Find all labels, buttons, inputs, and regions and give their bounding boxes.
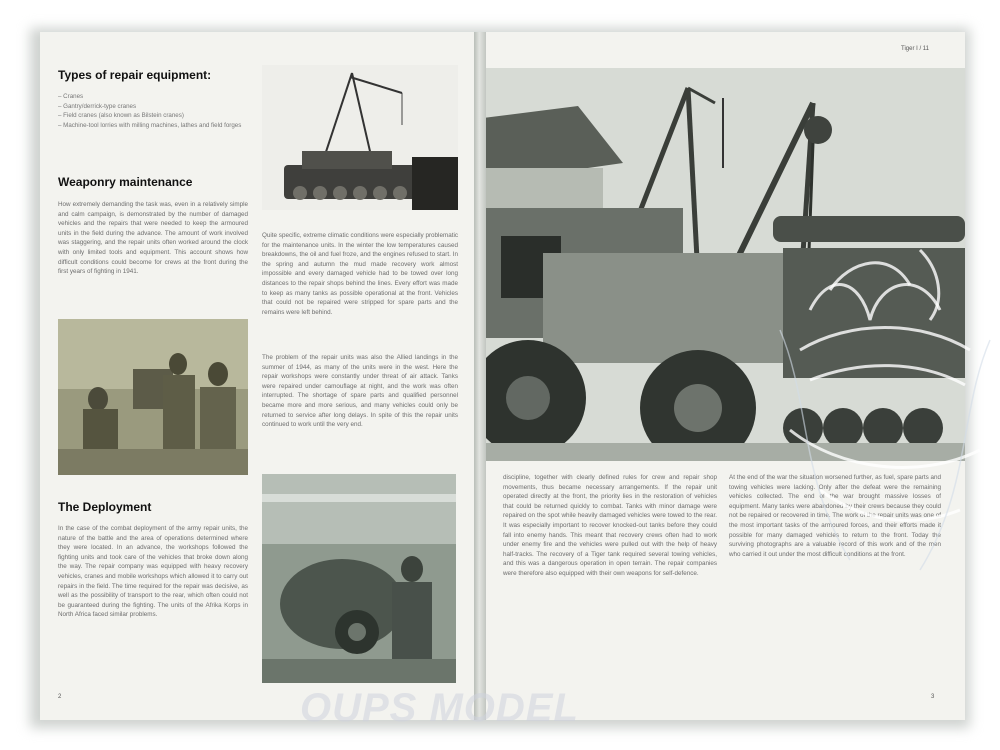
war-end-text: At the end of the war the situation worsened further, as fuel, spare parts and towing vehicles were lacking. Only after the defeat were the remaining vehicles collected. The end of the war brought massive losses of equipment. Many tanks were abandoned by their crews because they could not be repaired or recovered in time. The work of the repair units was one of the most important tasks of the armoured forces, and their efforts made it possible for many damaged vehicles to return to the front. Today the surviving photographs are a valuable record of this work and of the men who carried it out under the most difficult conditions at the front. [729,474,941,558]
page-number-left: 2 [58,694,62,700]
discipline-text: discipline, together with clearly defined rules for crew and repair shop movements, thus became necessary arrangements. If the repair unit operated directly at the front, the priority lies in the restoration of vehicles that could be returned quickly to combat. Tanks with minor damage were repaired on the spot while heavily damaged vehicles were towed to the rear. It was especially important to recover knocked-out tanks before they could fall into enemy hands. This meant that recovery crews often had to work under enemy fire and the vehicles were pulled out with the help of heavy half-tracks. The recovery of a Tiger tank required several towing vehicles, and this was a dangerous operation in open terrain. The repair companies were therefore also equipped with their own weapons for self-defence. [503,474,717,577]
list-item: – Field cranes (also known as Bilstein cranes) [58,111,258,121]
workshop-photo [262,474,456,683]
heading-deployment: The Deployment [58,500,152,514]
book-gutter [474,32,486,720]
list-item: – Gantry/derrick-type cranes [58,102,258,112]
tank-crane-photo [262,65,458,210]
watermark-text: OUPS MODEL [300,686,579,730]
list-item: – Machine-tool lorries with milling machines, lathes and field forges [58,121,258,131]
allied-landings-text: The problem of the repair units was also the Allied landings in the summer of 1944, as many of the units were in the west. Here the repair workshops were constantly under threat of air attack. Tanks were repaired under camouflage at night, and the work was often interrupted. The shortage of spare parts and qualified personnel became more and more serious, and many vehicles could only be returned to service after long delays. In spite of this the repair units continued to work until the very end. [262,354,458,429]
page-number-right: 3 [931,694,935,700]
heading-weaponry-maintenance: Weaponry maintenance [58,175,193,189]
weaponry-text: How extremely demanding the task was, even in a relatively simple and calm campaign, is demonstrated by the number of damaged vehicles and the repairs that were needed to keep the armoured units in the field during the advance. The amount of work involved was staggering, and the repair units often worked around the clock with only limited tools and equipment. This account shows how difficult conditions could become for crews at the front during the first years of fighting in 1941. [58,201,248,276]
deployment-text: In the case of the combat deployment of the army repair units, the nature of the battle and the area of operations determined where they were located. In an advance, the workshops followed the fighting units and took care of the vehicles that broke down along the way. The repair company was equipped with heavy recovery vehicles, cranes and mobile workshops which allowed it to carry out repairs in the field. The time required for the repair was decisive, as well as the possibility of transport to the rear, which often could not be guaranteed during the fighting. The units of the Afrika Korps in North Africa faced similar problems. [58,525,248,619]
left-page [40,32,477,720]
heading-repair-equipment: Types of repair equipment: [58,68,212,82]
page-header-tag: Tiger I / 11 [901,46,930,52]
crest-watermark-icon [770,230,1000,590]
list-item: – Cranes [58,92,258,102]
climate-text: Quite specific, extreme climatic conditions were especially problematic for the maintenance units. In the winter the low temperatures caused breakdowns, the oil and fuel froze, and the engines refused to start. In the spring and autumn the mud made recovery work almost impossible and every damaged vehicle had to be towed over long distances to the repair shops behind the lines. Every effort was made to keep as many tanks as possible operational at the front. Vehicles that could not be repaired were stripped for spare parts and the remains were left behind. [262,232,458,316]
soldiers-photo [58,319,248,475]
repair-equipment-list [58,92,258,130]
